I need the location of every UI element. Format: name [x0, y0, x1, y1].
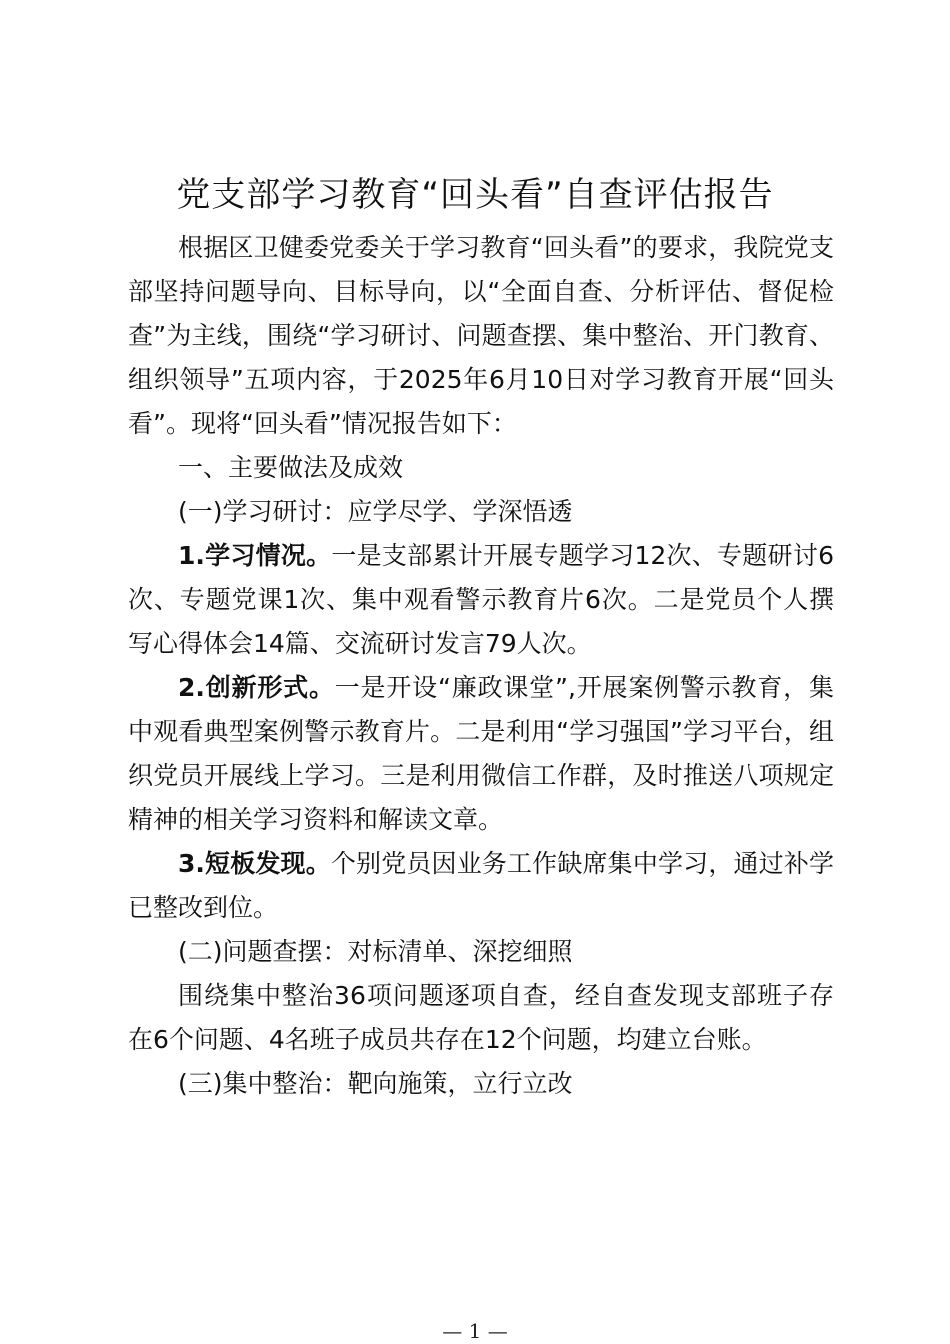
- item-text-1: 一是支部累计开展专题学习12次、专题研讨6次、专题党课1次、集中观看警示教育片6次。二是党员个人撰写心得体会14篇、交流研讨发言79人次。: [128, 541, 834, 658]
- item-paragraph-1: [128, 534, 834, 666]
- page-number: — 1 —: [442, 1319, 508, 1343]
- item-text-3: 个别党员因业务工作缺席集中学习，通过补学已整改到位。: [128, 849, 834, 922]
- section-heading-1: 一、主要做法及成效: [178, 453, 404, 482]
- subsection-heading-2: (二)问题查摆：对标清单、深挖细照: [178, 937, 573, 966]
- subsection-paragraph-2: 围绕集中整治36项问题逐项自查，经自查发现支部班子存在6个问题、4名班子成员共存在12个问题，均建立台账。: [128, 981, 834, 1054]
- item-paragraph-3: [128, 842, 834, 930]
- item-paragraph-2: [128, 666, 834, 842]
- document-body: [128, 226, 834, 1106]
- item-label-1: 1.学习情况。: [178, 541, 332, 570]
- intro-paragraph: 根据区卫健委党委关于学习教育“回头看”的要求，我院党支部坚持问题导向、目标导向，以“全面自查、分析评估、督促检查”为主线，围绕“学习研讨、问题查摆、集中整治、开门教育、组织领导”五项内容，于2025年6月10日对学习教育开展“回头看”。现将“回头看”情况报告如下：: [128, 233, 834, 438]
- document-title: 党支部学习教育“回头看”自查评估报告: [176, 175, 774, 215]
- subsection-heading-3: (三)集中整治：靶向施策，立行立改: [178, 1069, 573, 1098]
- item-label-3: 3.短板发现。: [178, 849, 331, 878]
- item-text-2: 一是开设“廉政课堂”,开展案例警示教育，集中观看典型案例警示教育片。二是利用“学习强国”学习平台，组织党员开展线上学习。三是利用微信工作群，及时推送八项规定精神的相关学习资料和解读文章。: [128, 673, 834, 834]
- subsection-heading-1: (一)学习研讨：应学尽学、学深悟透: [178, 497, 573, 526]
- item-label-2: 2.创新形式。: [178, 673, 335, 702]
